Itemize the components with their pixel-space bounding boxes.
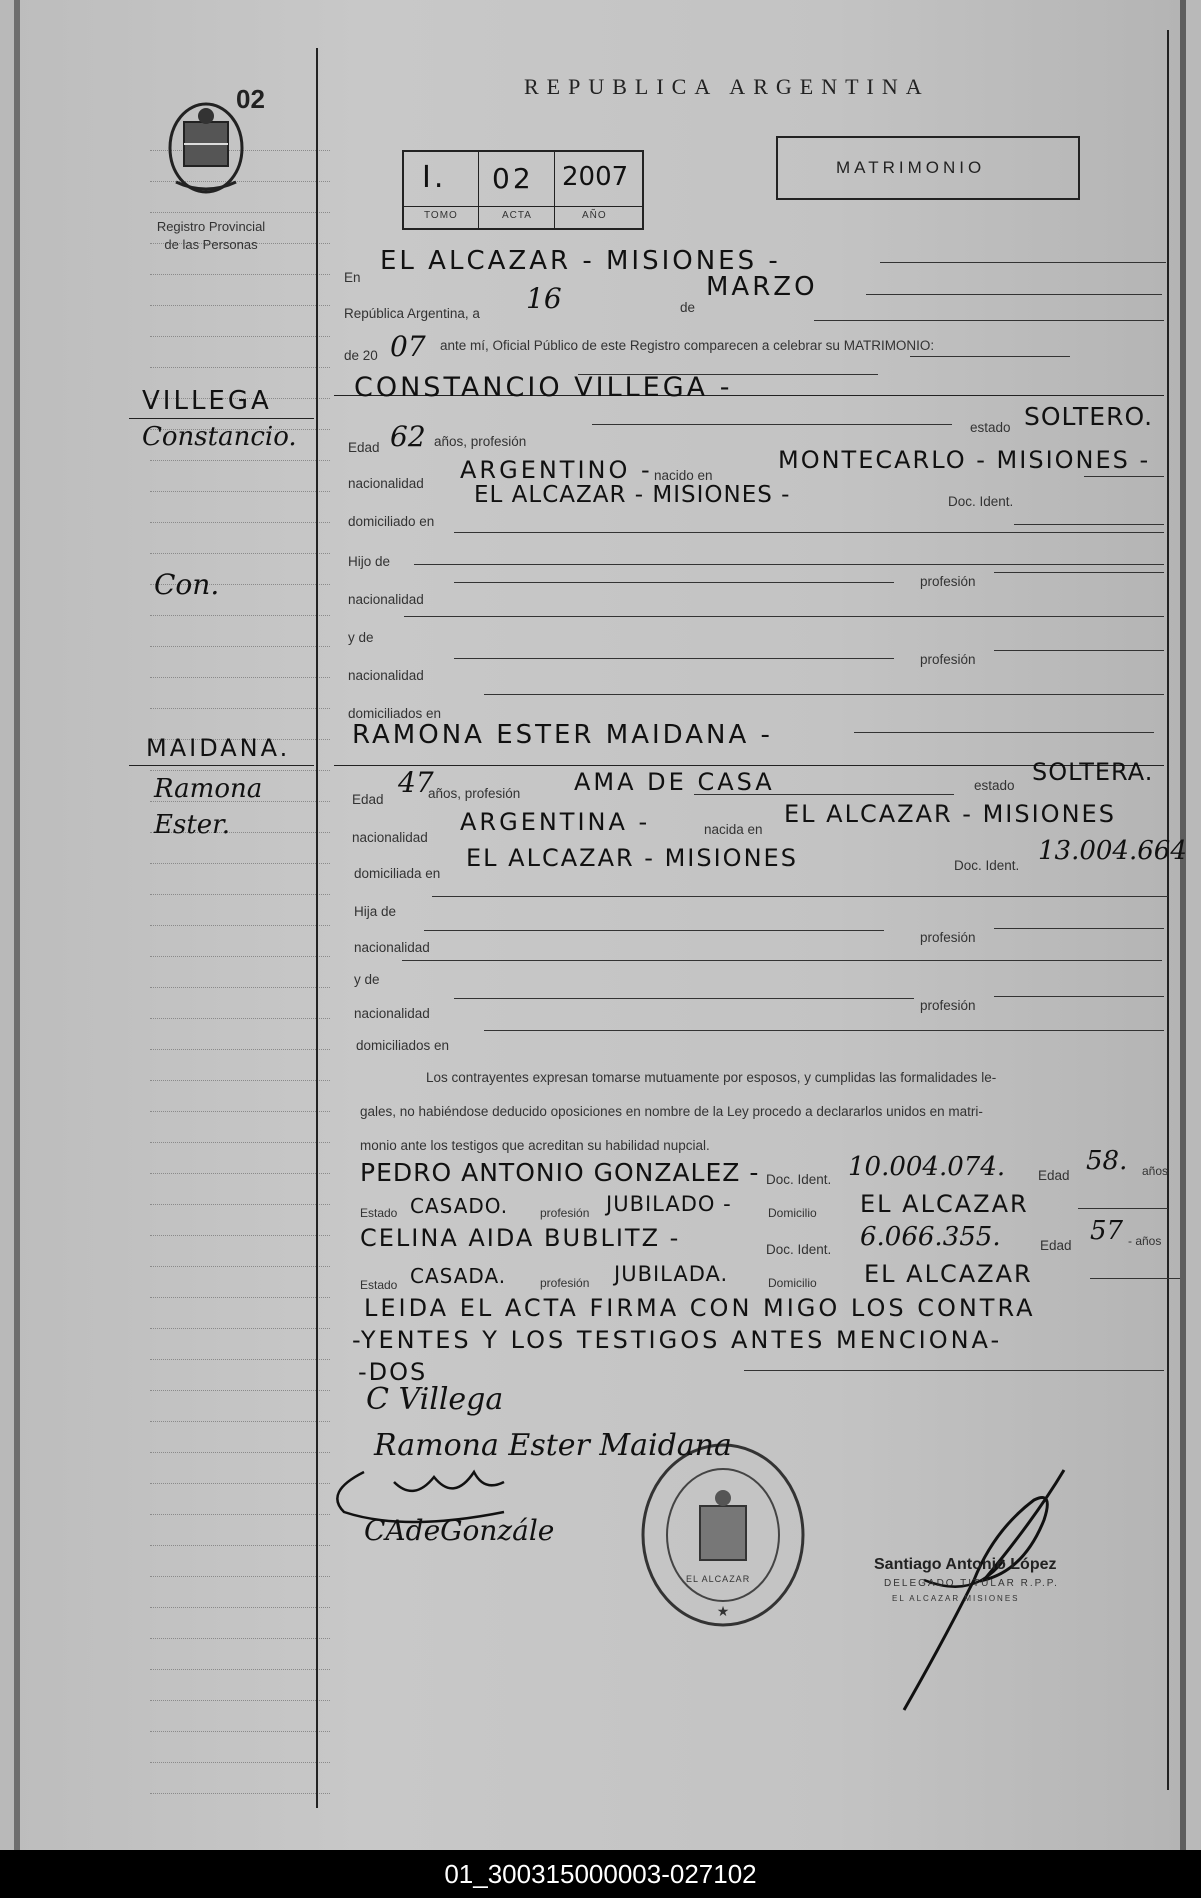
- bride-hija-label: Hija de: [354, 904, 397, 919]
- margin-rule: [150, 615, 330, 616]
- margin-rule: [150, 925, 330, 926]
- margin-rule: [150, 1576, 330, 1577]
- marriage-statement: ante mí, Oficial Público de este Registro comparecen a celebrar su MATRIMONIO:: [440, 338, 935, 353]
- cell-divider-1: [478, 152, 479, 228]
- margin-rule: [150, 553, 330, 554]
- margin-rule: [150, 1638, 330, 1639]
- bride-nacida-label: nacida en: [704, 822, 763, 837]
- signature-bride: Ramona Ester Maidana: [374, 1428, 732, 1463]
- record-number-box: [402, 150, 644, 230]
- form-line: [994, 650, 1164, 651]
- margin-rule: [150, 1607, 330, 1608]
- year-value: 2007: [562, 162, 629, 192]
- witness2-estado-label: Estado: [360, 1278, 398, 1292]
- officer-location: EL ALCAZAR MISIONES: [892, 1594, 1020, 1603]
- bride-mother-profesion-label: profesión: [920, 998, 976, 1013]
- place-value: EL ALCAZAR - MISIONES -: [380, 246, 781, 276]
- bride-doc: 13.004.664: [1038, 836, 1187, 866]
- bride-y-de-label: y de: [354, 972, 380, 987]
- margin-rule: [150, 956, 330, 957]
- margin-rule: [150, 1452, 330, 1453]
- witness2-doc-label: Doc. Ident.: [766, 1242, 832, 1257]
- witness1-profession: JUBILADO -: [606, 1192, 732, 1216]
- margin-rule: [150, 460, 330, 461]
- certificate-type-box: [776, 136, 1080, 200]
- margin-rule: [150, 491, 330, 492]
- bride-estado: SOLTERA.: [1032, 758, 1154, 786]
- form-line: [592, 424, 952, 425]
- margin-rule: [150, 212, 330, 213]
- witness1-edad-label: Edad: [1038, 1168, 1070, 1183]
- label-republica: República Argentina, a: [344, 306, 480, 321]
- sheet-left-edge: [14, 0, 20, 1850]
- right-border: [1167, 30, 1169, 1790]
- margin-rule: [150, 646, 330, 647]
- note-line-1: LEIDA EL ACTA FIRMA CON MIGO LOS CONTRA: [364, 1294, 1036, 1322]
- margin-rule: [150, 1669, 330, 1670]
- form-line: [424, 930, 884, 931]
- groom-nationality: ARGENTINO -: [460, 456, 653, 484]
- declaration-line-1: Los contrayentes expresan tomarse mutuamente por esposos, y cumplidas las formalidades le-: [426, 1070, 997, 1085]
- bride-anos-label: años, profesión: [428, 786, 521, 801]
- bride-mother-nacionalidad-label: nacionalidad: [354, 1006, 430, 1021]
- form-line: [414, 564, 1164, 565]
- margin-rule: [150, 1235, 330, 1236]
- margin-rule: [150, 1359, 330, 1360]
- margin-rule: [150, 336, 330, 337]
- witness1-doc: 10.004.074.: [848, 1152, 1006, 1182]
- margin-rule: [150, 1514, 330, 1515]
- label-year-prefix: de 20: [344, 348, 378, 363]
- witness2-domicile: EL ALCAZAR: [864, 1260, 1033, 1288]
- witness1-estado-label: Estado: [360, 1206, 398, 1220]
- margin-con: Con.: [154, 568, 220, 601]
- margin-line-bride: [129, 765, 314, 766]
- form-line: [994, 928, 1164, 929]
- margin-rule: [150, 1204, 330, 1205]
- bride-residence: EL ALCAZAR - MISIONES: [466, 844, 798, 872]
- margin-rule: [150, 1080, 330, 1081]
- witness2-edad-label: Edad: [1040, 1238, 1072, 1253]
- groom-doc-label: Doc. Ident.: [948, 494, 1014, 509]
- groom-mother-nacionalidad-label: nacionalidad: [348, 668, 424, 683]
- margin-rule: [150, 708, 330, 709]
- seal-location: EL ALCAZAR: [686, 1574, 751, 1584]
- day-value: 16: [526, 282, 562, 315]
- groom-hijo-label: Hijo de: [348, 554, 391, 569]
- margin-bride-surname: MAIDANA.: [146, 734, 291, 762]
- volume-mark: 02: [236, 84, 265, 114]
- note-line-3: -DOS: [358, 1358, 428, 1386]
- witness1-profesion-label: profesión: [540, 1206, 590, 1220]
- form-line: [484, 694, 1164, 695]
- register-sheet: [14, 0, 1186, 1850]
- groom-birthplace: MONTECARLO - MISIONES -: [778, 446, 1151, 474]
- country-title: REPUBLICA ARGENTINA: [524, 74, 930, 99]
- officer-signature: [884, 1460, 1084, 1720]
- officer-name: Santiago Antonio López: [874, 1556, 1057, 1573]
- form-line: [866, 294, 1162, 295]
- form-line: [454, 658, 894, 659]
- witness1-domicile: EL ALCAZAR: [860, 1190, 1029, 1218]
- note-line-2: -YENTES Y LOS TESTIGOS ANTES MENCIONA-: [352, 1326, 1003, 1354]
- groom-edad-label: Edad: [348, 440, 380, 455]
- form-line: [578, 374, 878, 375]
- witness2-profession: JUBILADA.: [614, 1262, 729, 1286]
- margin-rule: [150, 770, 330, 771]
- certificate-type: MATRIMONIO: [836, 158, 986, 177]
- form-line: [1090, 1278, 1180, 1279]
- groom-domiciliado-label: domiciliado en: [348, 514, 435, 529]
- margin-rule: [150, 274, 330, 275]
- bride-father-profesion-label: profesión: [920, 930, 976, 945]
- bride-profession: AMA DE CASA: [574, 768, 775, 796]
- margin-rule: [150, 677, 330, 678]
- form-line: [454, 582, 894, 583]
- margin-rule: [150, 1793, 330, 1794]
- form-line: [994, 572, 1164, 573]
- coat-of-arms-icon: [166, 96, 246, 200]
- signature-witness-2: CAdeGonzále: [364, 1514, 555, 1547]
- margin-rule: [150, 863, 330, 864]
- acta-label: ACTA: [502, 210, 532, 221]
- bride-birthplace: EL ALCAZAR - MISIONES: [784, 800, 1116, 828]
- groom-nacido-label: nacido en: [654, 468, 713, 483]
- form-line: [744, 1370, 1164, 1371]
- form-line: [432, 896, 1168, 897]
- registry-seal: [638, 1440, 808, 1630]
- form-line: [814, 320, 1164, 321]
- margin-rule: [150, 1545, 330, 1546]
- margin-rule: [150, 1328, 330, 1329]
- bride-father-nacionalidad-label: nacionalidad: [354, 940, 430, 955]
- witness2-name: CELINA AIDA BUBLITZ -: [360, 1224, 681, 1252]
- groom-father-profesion-label: profesión: [920, 574, 976, 589]
- acta-value: 02: [492, 162, 534, 195]
- form-line: [880, 262, 1166, 263]
- form-line: [854, 732, 1154, 733]
- bride-doc-label: Doc. Ident.: [954, 858, 1020, 873]
- margin-rule: [150, 1173, 330, 1174]
- margin-rule: [150, 1018, 330, 1019]
- margin-bride-given-2: Ester.: [154, 810, 230, 840]
- bride-name: RAMONA ESTER MAIDANA -: [352, 720, 773, 750]
- witness1-domicilio-label: Domicilio: [768, 1206, 817, 1220]
- witness2-age: 57: [1090, 1216, 1124, 1246]
- margin-rule: [150, 1762, 330, 1763]
- sheet-right-edge: [1180, 0, 1186, 1850]
- groom-mother-profesion-label: profesión: [920, 652, 976, 667]
- bride-nationality: ARGENTINA -: [460, 808, 651, 836]
- registry-line-1: Registro Provincial: [156, 219, 266, 234]
- margin-rule: [150, 1297, 330, 1298]
- cell-divider-2: [554, 152, 555, 228]
- month-value: MARZO: [706, 272, 818, 302]
- groom-domiciliados-label: domiciliados en: [348, 706, 442, 721]
- margin-rule: [150, 522, 330, 523]
- witness2-anos-label: - años: [1128, 1234, 1162, 1248]
- witness2-doc: 6.066.355.: [860, 1222, 1001, 1252]
- margin-rule: [150, 1142, 330, 1143]
- margin-rule: [150, 367, 330, 368]
- groom-estado-label: estado: [970, 420, 1011, 435]
- margin-rule: [150, 1266, 330, 1267]
- groom-nacionalidad-label: nacionalidad: [348, 476, 424, 491]
- witness1-doc-label: Doc. Ident.: [766, 1172, 832, 1187]
- groom-anos-label: años, profesión: [434, 434, 527, 449]
- margin-rule: [150, 305, 330, 306]
- tomo-value: I.: [422, 160, 447, 195]
- margin-rule: [150, 1700, 330, 1701]
- form-line: [1078, 1208, 1168, 1209]
- registry-name: [146, 218, 276, 254]
- witness1-name: PEDRO ANTONIO GONZALEZ -: [360, 1158, 760, 1187]
- witness2-domicilio-label: Domicilio: [768, 1276, 817, 1290]
- bride-age: 47: [398, 766, 434, 799]
- margin-divider: [316, 48, 318, 1808]
- bride-domiciliada-label: domiciliada en: [354, 866, 441, 881]
- bride-domiciliados-label: domiciliados en: [356, 1038, 450, 1053]
- groom-residence: EL ALCAZAR - MISIONES -: [474, 482, 791, 508]
- bride-edad-label: Edad: [352, 792, 384, 807]
- image-identifier: 01_300315000003-027102: [0, 1850, 1201, 1898]
- form-line: [994, 996, 1164, 997]
- groom-estado: SOLTERO.: [1024, 402, 1154, 431]
- ano-label: AÑO: [582, 210, 607, 221]
- form-line: [454, 532, 1164, 533]
- bride-nacionalidad-label: nacionalidad: [352, 830, 428, 845]
- bride-estado-label: estado: [974, 778, 1015, 793]
- form-line: [404, 616, 1164, 617]
- signature-groom: C Villega: [366, 1382, 504, 1417]
- svg-text:★: ★: [716, 1603, 730, 1619]
- margin-rule: [150, 987, 330, 988]
- groom-age: 62: [390, 420, 426, 453]
- label-de: de: [680, 300, 696, 315]
- margin-rule: [150, 1049, 330, 1050]
- form-line: [402, 960, 1162, 961]
- form-line: [1014, 524, 1164, 525]
- witness2-profesion-label: profesión: [540, 1276, 590, 1290]
- margin-groom-surname: VILLEGA: [142, 386, 272, 416]
- form-line: [694, 794, 954, 795]
- form-line: [1084, 476, 1164, 477]
- margin-rule: [150, 1421, 330, 1422]
- margin-rule: [150, 1390, 330, 1391]
- margin-bride-given-1: Ramona: [154, 774, 263, 804]
- margin-rule: [150, 894, 330, 895]
- year-suffix-value: 07: [390, 330, 426, 363]
- label-en: En: [344, 270, 361, 285]
- registry-line-2: de las Personas: [164, 237, 258, 252]
- witness1-estado: CASADO.: [410, 1194, 509, 1218]
- witness1-anos-label: años: [1142, 1164, 1169, 1178]
- margin-groom-given: Constancio.: [142, 422, 297, 452]
- form-line: [484, 1030, 1164, 1031]
- groom-name: CONSTANCIO VILLEGA -: [354, 372, 733, 403]
- margin-rule: [150, 1483, 330, 1484]
- witness2-estado: CASADA.: [410, 1264, 507, 1288]
- officer-title: DELEGADO TITULAR R.P.P.: [884, 1578, 1059, 1589]
- form-line: [910, 356, 1070, 357]
- margin-line-groom: [129, 418, 314, 419]
- box-label-row: [404, 206, 642, 207]
- form-line: [454, 998, 914, 999]
- tomo-label: TOMO: [424, 210, 458, 221]
- groom-y-de-label: y de: [348, 630, 374, 645]
- margin-rule: [150, 1731, 330, 1732]
- margin-rule: [150, 1111, 330, 1112]
- groom-father-nacionalidad-label: nacionalidad: [348, 592, 424, 607]
- declaration-line-2: gales, no habiéndose deducido oposiciones en nombre de la Ley procedo a declararlos unidos en matri-: [360, 1104, 983, 1119]
- declaration-line-3: monio ante los testigos que acreditan su habilidad nupcial.: [360, 1138, 710, 1153]
- witness1-age: 58.: [1086, 1146, 1128, 1176]
